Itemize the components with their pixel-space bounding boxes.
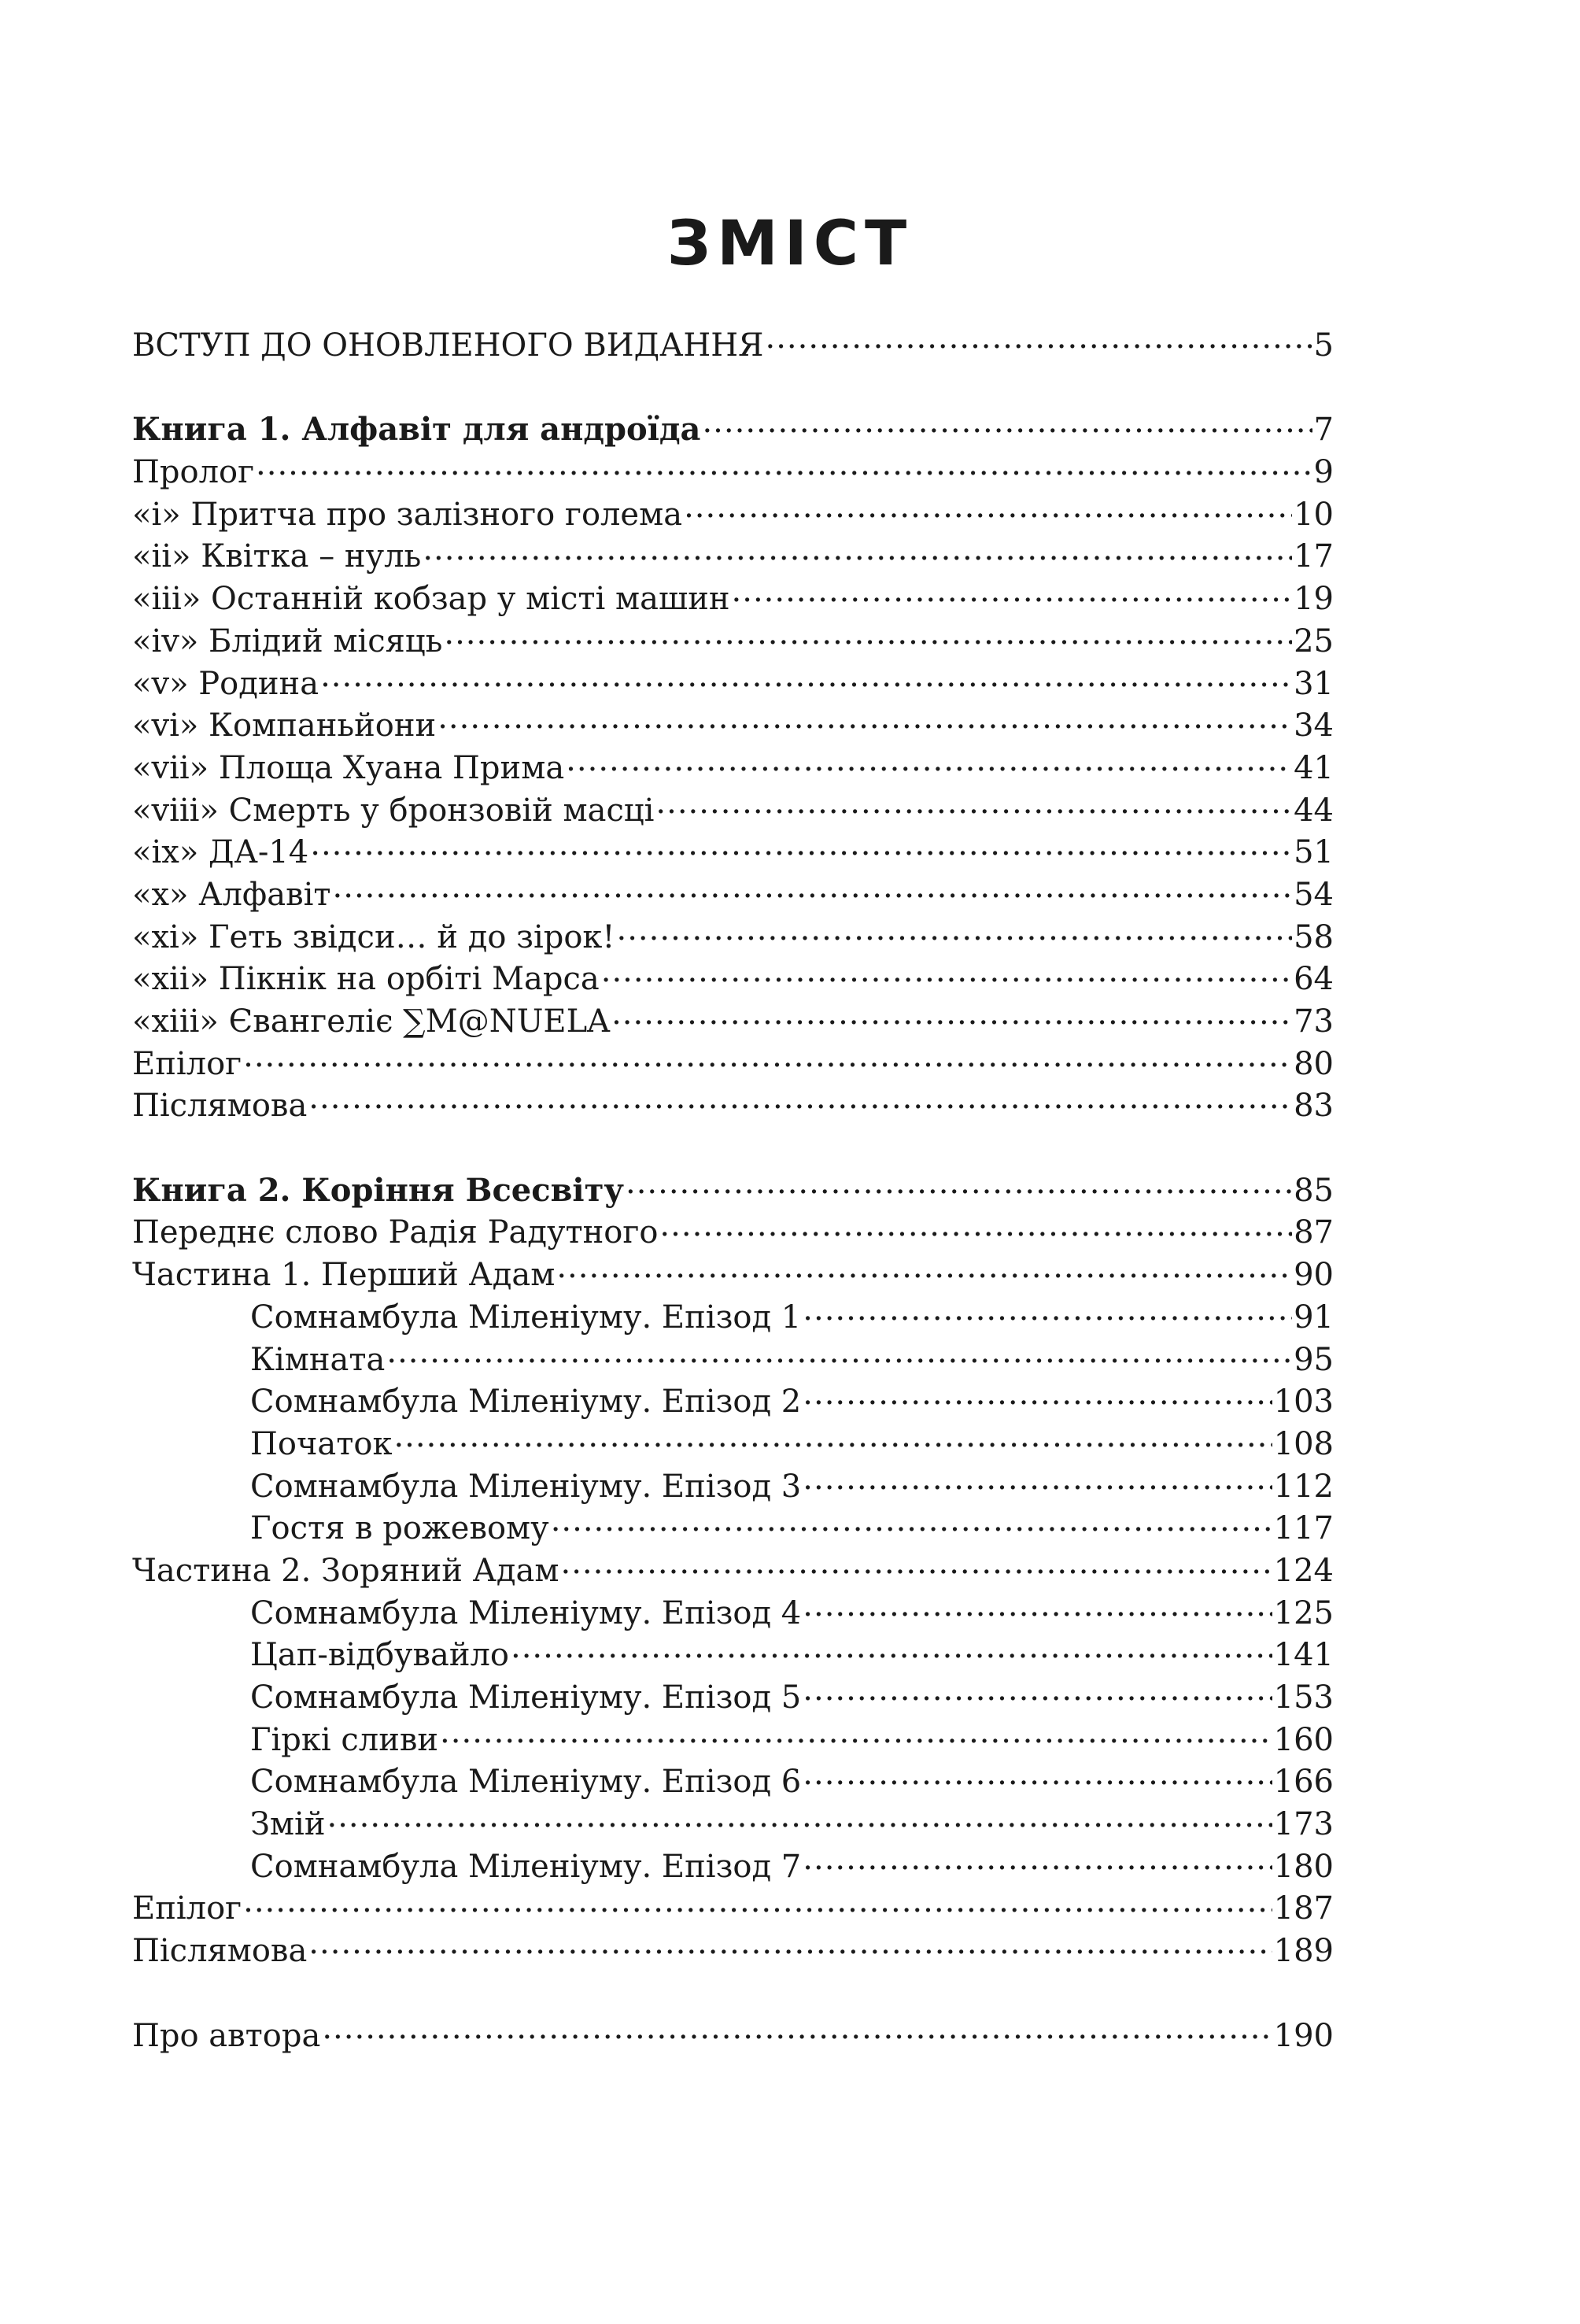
toc-entry-label: Цап-відбувайло — [250, 1637, 509, 1674]
toc-entry-label: ВСТУП ДО ОНОВЛЕНОГО ВИДАННЯ — [132, 327, 764, 364]
spacer — [132, 1972, 1334, 2015]
toc-entry-page: 103 — [1273, 1384, 1334, 1421]
toc-entry-label: «v» Родина — [132, 665, 319, 702]
toc-entry-label: «і» Притча про залізного голема — [132, 496, 683, 533]
toc-entry-page: 34 — [1294, 708, 1334, 744]
dot-leader — [440, 1719, 1272, 1750]
toc-entry-label: Післямова — [132, 1933, 308, 1970]
toc-entry-label: «vіі» Площа Хуана Прима — [132, 749, 565, 786]
toc-entry-page: 31 — [1294, 665, 1334, 702]
dot-leader — [659, 1211, 1292, 1243]
toc-entry-label: «ііі» Останній кобзар у місті машин — [132, 581, 730, 618]
toc-entry-part[interactable] — [132, 1550, 1334, 1592]
toc-entry-page: 87 — [1294, 1214, 1334, 1251]
toc-entry[interactable] — [132, 1592, 1334, 1635]
toc-entry[interactable] — [132, 916, 1334, 959]
dot-leader — [560, 1550, 1272, 1581]
dot-leader — [322, 2015, 1272, 2046]
toc-entry-page: 187 — [1273, 1890, 1334, 1927]
dot-leader — [626, 1169, 1292, 1201]
toc-entry-label: Сомнамбула Міленіуму. Епізод 5 — [250, 1679, 802, 1716]
toc-entry[interactable] — [132, 1339, 1334, 1381]
toc-entry[interactable] — [132, 1507, 1334, 1550]
spacer — [132, 1127, 1334, 1169]
toc-entry-page: 80 — [1294, 1045, 1334, 1082]
spacer — [132, 367, 1334, 409]
toc-entry-label: Книга 2. Коріння Всесвіту — [132, 1171, 624, 1209]
toc-entry-page: 10 — [1294, 496, 1334, 533]
dot-leader — [320, 663, 1292, 694]
toc-entry-page: 44 — [1294, 792, 1334, 829]
toc-entry-label: Змій — [250, 1806, 326, 1843]
toc-entry-label: «х» Алфавіт — [132, 876, 331, 913]
toc-entry-page: 117 — [1273, 1510, 1334, 1547]
toc-entry-page: 54 — [1294, 876, 1334, 913]
dot-leader — [393, 1423, 1272, 1454]
toc-entry-page: 141 — [1273, 1637, 1334, 1674]
toc-entry-page: 189 — [1273, 1933, 1334, 1970]
dot-leader — [803, 1592, 1272, 1624]
toc-entry-page: 160 — [1273, 1721, 1334, 1758]
toc-entry[interactable] — [132, 1930, 1334, 1972]
toc-entry-label: «хі» Геть звідси… й до зірок! — [132, 918, 615, 955]
table-of-contents — [132, 324, 1334, 2056]
dot-leader — [327, 1803, 1272, 1834]
dot-leader — [333, 874, 1293, 905]
toc-entry[interactable] — [132, 1296, 1334, 1339]
dot-leader — [803, 1761, 1272, 1792]
toc-entry-label: Частина 1. Перший Адам — [132, 1257, 556, 1294]
toc-entry-page: 125 — [1273, 1594, 1334, 1631]
toc-entry-label: Епілог — [132, 1890, 242, 1927]
dot-leader — [803, 1296, 1292, 1328]
dot-leader — [684, 493, 1292, 525]
toc-entry-label: Сомнамбула Міленіуму. Епізод 2 — [250, 1384, 802, 1421]
dot-leader — [803, 1676, 1272, 1708]
dot-leader — [655, 789, 1292, 821]
toc-entry-page: 64 — [1294, 961, 1334, 998]
toc-entry-label: Післямова — [132, 1088, 308, 1125]
page-title: ЗМІСТ — [666, 209, 914, 279]
dot-leader — [732, 578, 1293, 609]
toc-entry[interactable] — [132, 1634, 1334, 1676]
toc-entry-label: Про автора — [132, 2017, 321, 2054]
toc-entry-label: «хіі» Пікнік на орбіті Марса — [132, 961, 600, 998]
dot-leader — [803, 1465, 1272, 1497]
toc-entry-label: Частина 2. Зоряний Адам — [132, 1552, 559, 1589]
toc-entry-page: 180 — [1273, 1848, 1334, 1885]
toc-entry[interactable] — [132, 1465, 1334, 1508]
dot-leader — [437, 704, 1292, 736]
toc-entry[interactable] — [132, 1719, 1334, 1761]
toc-entry-label: «хііі» Євангеліє ∑M@NUELA — [132, 1003, 611, 1040]
dot-leader — [611, 1000, 1292, 1032]
toc-entry-page: 91 — [1294, 1299, 1334, 1336]
dot-leader — [310, 831, 1292, 863]
dot-leader — [617, 916, 1293, 948]
toc-entry[interactable] — [132, 789, 1334, 832]
toc-entry[interactable] — [132, 620, 1334, 663]
dot-leader — [423, 535, 1292, 567]
toc-entry[interactable] — [132, 704, 1334, 747]
toc-entry[interactable] — [132, 958, 1334, 1000]
toc-entry-book-heading[interactable] — [132, 1169, 1334, 1212]
toc-entry-page: 166 — [1273, 1764, 1334, 1801]
toc-entry-page: 90 — [1294, 1257, 1334, 1294]
toc-entry-page: 5 — [1313, 327, 1334, 364]
toc-entry[interactable] — [132, 1803, 1334, 1846]
toc-entry-label: Книга 1. Алфавіт для андроїда — [132, 411, 701, 449]
toc-entry-label: «іv» Блідий місяць — [132, 623, 443, 660]
toc-entry[interactable] — [132, 578, 1334, 620]
toc-entry[interactable] — [132, 451, 1334, 493]
dot-leader — [386, 1339, 1292, 1370]
toc-entry[interactable] — [132, 1043, 1334, 1085]
toc-entry-page: 17 — [1294, 538, 1334, 575]
toc-entry-label: Початок — [250, 1425, 393, 1462]
dot-leader — [765, 324, 1312, 356]
dot-leader — [566, 747, 1292, 778]
toc-entry-page: 173 — [1273, 1806, 1334, 1843]
toc-entry-page: 19 — [1294, 581, 1334, 618]
toc-entry-page: 95 — [1294, 1341, 1334, 1378]
toc-entry-label: «іх» ДА-14 — [132, 834, 309, 871]
toc-entry-part[interactable] — [132, 1254, 1334, 1296]
toc-entry[interactable] — [132, 324, 1334, 367]
toc-entry-page: 85 — [1294, 1172, 1334, 1209]
toc-entry[interactable] — [132, 663, 1334, 705]
dot-leader — [702, 408, 1312, 440]
dot-leader — [308, 1084, 1292, 1116]
toc-entry-label: Кімната — [250, 1341, 386, 1378]
toc-entry[interactable] — [132, 493, 1334, 536]
dot-leader — [308, 1930, 1272, 1961]
toc-entry-page: 83 — [1294, 1088, 1334, 1125]
toc-entry-page: 153 — [1273, 1679, 1334, 1716]
toc-entry-label: Сомнамбула Міленіуму. Епізод 6 — [250, 1764, 802, 1801]
toc-entry-page: 112 — [1273, 1468, 1334, 1505]
toc-entry-page: 190 — [1273, 2017, 1334, 2054]
dot-leader — [256, 451, 1312, 482]
toc-entry[interactable] — [132, 535, 1334, 578]
dot-leader — [556, 1254, 1292, 1285]
toc-entry-label: Пролог — [132, 454, 255, 491]
toc-entry[interactable] — [132, 1887, 1334, 1930]
toc-entry[interactable] — [132, 1846, 1334, 1888]
toc-entry[interactable] — [132, 1211, 1334, 1254]
dot-leader — [601, 958, 1292, 989]
toc-entry-label: «іі» Квітка – нуль — [132, 538, 422, 575]
toc-entry[interactable] — [132, 1676, 1334, 1719]
toc-entry-page: 41 — [1294, 749, 1334, 786]
toc-entry[interactable] — [132, 1423, 1334, 1465]
toc-entry[interactable] — [132, 1380, 1334, 1423]
toc-entry-page: 73 — [1294, 1003, 1334, 1040]
toc-entry[interactable] — [132, 874, 1334, 916]
toc-entry-label: Сомнамбула Міленіуму. Епізод 7 — [250, 1848, 802, 1885]
toc-entry-label: Сомнамбула Міленіуму. Епізод 4 — [250, 1594, 802, 1631]
toc-entry-label: Переднє слово Радія Радутного — [132, 1214, 659, 1251]
dot-leader — [551, 1507, 1272, 1539]
dot-leader — [511, 1634, 1272, 1665]
toc-entry-page: 7 — [1313, 412, 1334, 449]
toc-entry-label: «vііі» Смерть у бронзовій масці — [132, 792, 655, 829]
dot-leader — [444, 620, 1292, 652]
dot-leader — [243, 1887, 1272, 1919]
toc-entry[interactable] — [132, 1084, 1334, 1127]
toc-entry-label: Гіркі сливи — [250, 1721, 439, 1758]
toc-entry-page: 9 — [1313, 454, 1334, 491]
toc-entry-label: Епілог — [132, 1045, 242, 1082]
toc-entry-book-heading[interactable] — [132, 408, 1334, 451]
toc-entry[interactable] — [132, 1761, 1334, 1803]
toc-entry-page: 108 — [1273, 1425, 1334, 1462]
toc-entry[interactable] — [132, 1000, 1334, 1043]
dot-leader — [803, 1846, 1272, 1877]
toc-entry[interactable] — [132, 2015, 1334, 2057]
toc-entry-label: Гостя в рожевому — [250, 1510, 549, 1547]
toc-entry[interactable] — [132, 747, 1334, 789]
toc-entry-page: 25 — [1294, 623, 1334, 660]
toc-entry-label: «vі» Компаньйони — [132, 708, 437, 744]
dot-leader — [803, 1380, 1272, 1412]
toc-entry-page: 51 — [1294, 834, 1334, 871]
toc-entry-page: 58 — [1294, 918, 1334, 955]
toc-entry-label: Сомнамбула Міленіуму. Епізод 3 — [250, 1468, 802, 1505]
toc-entry-label: Сомнамбула Міленіуму. Епізод 1 — [250, 1299, 802, 1336]
toc-entry[interactable] — [132, 831, 1334, 874]
toc-entry-page: 124 — [1273, 1552, 1334, 1589]
dot-leader — [243, 1043, 1292, 1074]
